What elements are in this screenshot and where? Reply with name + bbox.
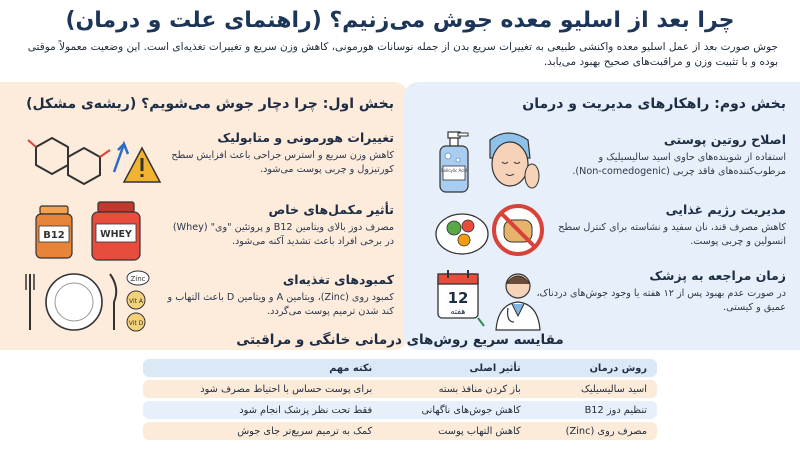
- zinc-label: Zinc: [130, 275, 146, 283]
- vitamin-d-label: Vit D: [128, 320, 144, 327]
- cause-title: کمبودهای تغذیه‌ای: [282, 272, 394, 287]
- intro-text: جوش صورت بعد از عمل اسلیو معده واکنشی طبیعی به تغییرات سریع بدن از جمله نوسانات هورمونی، کاهش وزن سریع و تغییرات تغذیه‌ای است. این وضعیت معمولاً موقتی بوده و با تثبیت وزن و مراقبت‌های صحیح بهبود می‌یابد.: [27, 41, 778, 68]
- causes-heading: بخش اول: چرا دچار جوش می‌شویم؟ (ریشه‌ی مشکل): [26, 96, 394, 112]
- treatment-text: کاهش مصرف قند، نان سفید و نشاسته برای کنترل سطح انسولین و چربی پوست.: [558, 222, 786, 247]
- cause-title: تغییرات هورمونی و متابولیک: [217, 130, 394, 145]
- table-cell: باز کردن منافذ بسته: [382, 380, 531, 398]
- vitamin-a-label: Vit A: [128, 298, 144, 305]
- calendar-number: 12: [447, 289, 469, 307]
- table-row: [143, 401, 657, 419]
- table-header-row: [143, 359, 657, 377]
- treatment-item-doctor: [536, 268, 786, 315]
- cause-item-deficiency: [164, 272, 394, 319]
- empty-plate-vitamins-icon: [24, 268, 164, 336]
- cause-item-supplements: [164, 202, 394, 249]
- column-header-note: نکته مهم: [143, 359, 382, 377]
- comparison-table-title: مقایسه سریع روش‌های درمانی خانگی و مراقبتی: [236, 332, 564, 348]
- table-cell: کاهش التهاب پوست: [382, 422, 531, 440]
- table-row: [143, 380, 657, 398]
- cause-text: کمبود روی (Zinc)، ویتامین A و ویتامین D باعث التهاب و کند شدن ترمیم پوست می‌گردد.: [167, 292, 394, 317]
- table-cell: تنظیم دوز B12: [531, 401, 657, 419]
- supplement-bottles-icon: [32, 200, 152, 264]
- cleanser-face-icon: [434, 128, 546, 198]
- causes-panel: [0, 82, 408, 350]
- diet-food-no-bread-icon: [434, 200, 546, 258]
- table-cell: فقط تحت نظر پزشک انجام شود: [143, 401, 382, 419]
- treatment-title: اصلاح روتین پوستی: [663, 132, 786, 147]
- calendar-unit: هفته: [450, 307, 466, 316]
- cause-title: تأثیر مکمل‌های خاص: [268, 202, 394, 217]
- column-header-method: روش درمان: [531, 359, 657, 377]
- table-cell: اسید سالیسیلیک: [531, 380, 657, 398]
- table-cell: مصرف روی (Zinc): [531, 422, 657, 440]
- treatment-title: زمان مراجعه به پزشک: [649, 268, 786, 283]
- treatment-item-skincare: [536, 132, 786, 179]
- column-header-effect: تأثیر اصلی: [382, 359, 531, 377]
- calendar-doctor-icon: [434, 266, 546, 332]
- treatments-panel: [404, 82, 800, 350]
- table-cell: برای پوست حساس با احتیاط مصرف شود: [143, 380, 382, 398]
- treatment-text: در صورت عدم بهبود پس از ۱۲ هفته یا وجود جوش‌های دردناک، عمیق و کیستی.: [536, 288, 786, 313]
- cause-text: مصرف دوز بالای ویتامین B12 و پروتئین "وی" (Whey) در برخی افراد باعث تشدید آکنه می‌شود.: [172, 222, 394, 247]
- cause-item-hormonal: [164, 130, 394, 177]
- hormone-molecule-warning-icon: [24, 130, 164, 192]
- treatments-heading: بخش دوم: راهکارهای مدیریت و درمان: [522, 96, 786, 112]
- cause-text: کاهش وزن سریع و استرس جراحی باعث افزایش سطح کورتیزول و چربی پوست می‌شود.: [171, 150, 394, 175]
- treatment-text: استفاده از شوینده‌های حاوی اسید سالیسیلیک و مرطوب‌کننده‌های فاقد چربی (Non-comedogenic).: [572, 152, 786, 177]
- b12-label: B12: [43, 230, 65, 241]
- comparison-table: [143, 356, 657, 443]
- treatment-title: مدیریت رژیم غذایی: [665, 202, 786, 217]
- whey-label: WHEY: [100, 229, 132, 240]
- table-cell: کمک به ترمیم سریع‌تر جای جوش: [143, 422, 382, 440]
- treatment-item-diet: [536, 202, 786, 249]
- table-row: [143, 422, 657, 440]
- table-cell: کاهش جوش‌های ناگهانی: [382, 401, 531, 419]
- salicylic-label: Salicylic Acid: [441, 168, 467, 173]
- page-title: چرا بعد از اسلیو معده جوش می‌زنیم؟ (راهنمای علت و درمان): [65, 8, 735, 33]
